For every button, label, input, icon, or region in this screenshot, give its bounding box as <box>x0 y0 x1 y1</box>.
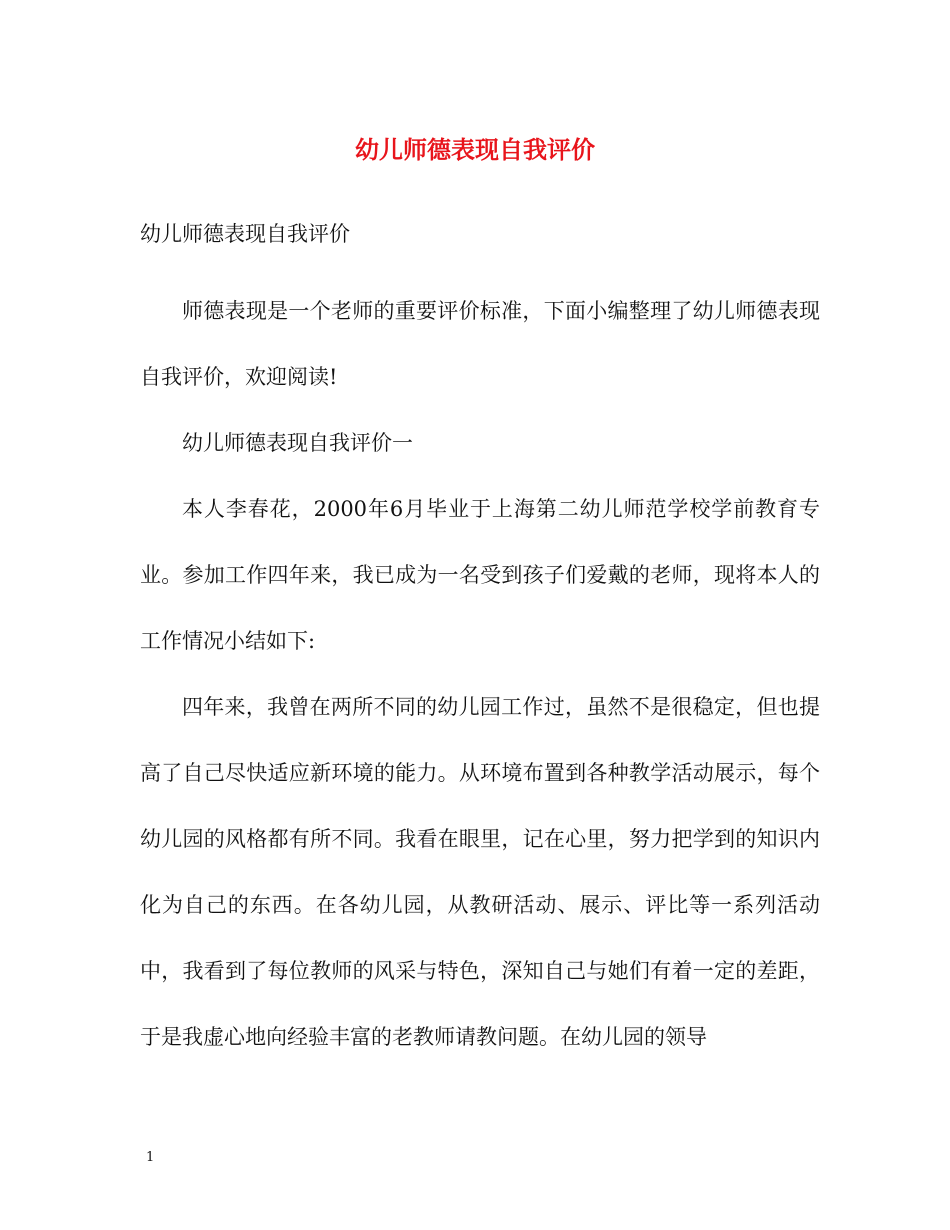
page-number: 1 <box>146 1150 155 1165</box>
document-title: 幼儿师德表现自我评价 <box>355 135 595 164</box>
paragraph-intro: 师德表现是一个老师的重要评价标准，下面小编整理了幼儿师德表现自我评价，欢迎阅读! <box>140 299 820 389</box>
paragraph-self-introduction: 本人李春花，2000年6月毕业于上海第二幼儿师范学校学前教育专业。参加工作四年来，我已成为一名受到孩子们爱戴的老师，现将本人的工作情况小结如下: <box>140 497 820 653</box>
document-subtitle: 幼儿师德表现自我评价 <box>140 222 350 246</box>
document-body <box>140 278 820 1070</box>
paragraph-work-experience: 四年来，我曾在两所不同的幼儿园工作过，虽然不是很稳定，但也提高了自己尽快适应新环境的能力。从环境布置到各种教学活动展示，每个幼儿园的风格都有所不同。我看在眼里，记在心里，努力把学到的知识内化为自己的东西。在各幼儿园，从教研活动、展示、评比等一系列活动中，我看到了每位教师的风采与特色，深知自己与她们有着一定的差距，于是我虚心地向经验丰富的老教师请教问题。在幼儿园的领导 <box>140 695 820 1049</box>
paragraph-heading-one: 幼儿师德表现自我评价一 <box>182 431 413 455</box>
